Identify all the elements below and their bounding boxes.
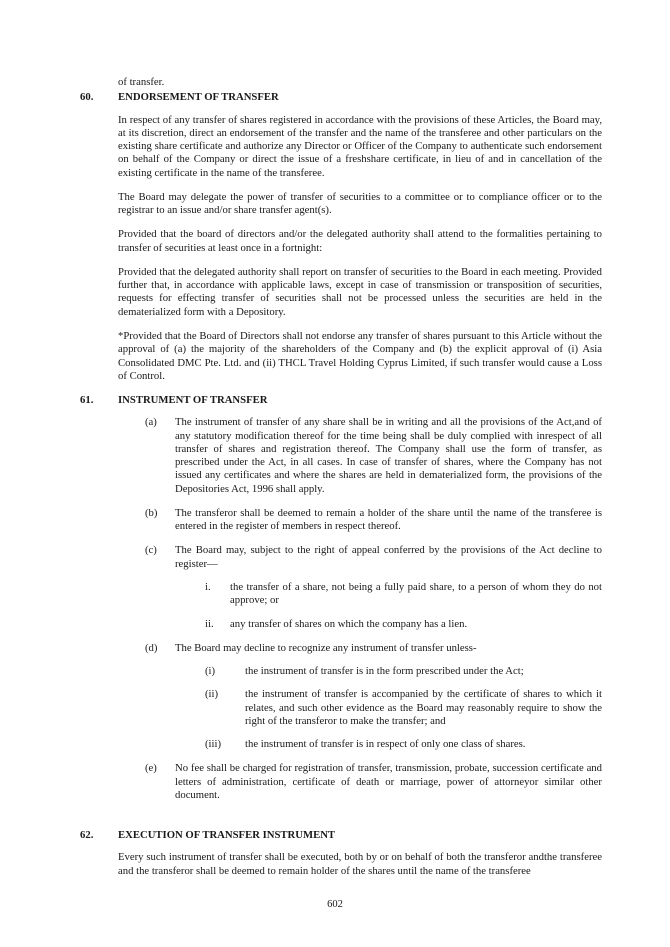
list-item-text <box>175 642 602 752</box>
sub-item-label: (i) <box>205 665 216 678</box>
section-60-heading <box>80 91 602 104</box>
section-61-title: INSTRUMENT OF TRANSFER <box>118 394 268 407</box>
list-item-d <box>145 642 602 752</box>
list-item-intro: The Board may, subject to the right of appeal conferred by the provisions of the Act decline to register— <box>175 544 602 570</box>
list-item-intro: The Board may decline to recognize any instrument of transfer unless- <box>175 641 477 654</box>
list-item-text: The instrument of transfer of any share shall be in writing and all the provisions of the Act,and of any statutory modification thereof for the time being shall be duly complied with inrespect of all transfer of shares and registration thereof. The Company shall use the form of transfer, as prescribed under the Act, in all cases. In case of transfer of shares, where the Company has not issued any certificates and where the shares are held in dematerialized form, the provisions of the Depositories Act, 1996 shall apply. <box>175 416 602 495</box>
sub-item-text: any transfer of shares on which the company has a lien. <box>230 617 468 630</box>
list-item-c <box>145 544 602 630</box>
list-item-label: (d) <box>145 641 158 654</box>
sub-item-label: i. <box>205 580 211 593</box>
sub-item-label: (ii) <box>205 688 219 701</box>
list-item-a <box>145 416 602 496</box>
section-61-heading <box>80 394 602 407</box>
sub-item-i <box>205 665 602 678</box>
section-62-title: EXECUTION OF TRANSFER INSTRUMENT <box>118 829 336 842</box>
sub-item-label: (iii) <box>205 738 222 751</box>
section-60-paragraph-4: Provided that the delegated authority shall report on transfer of securities to the Board in each meeting. Provided further that, in accordance with applicable laws, except in case of transmission or transposition of securities, requests for effecting transfer of securities shall not be processed unless the securities are held in the dematerialized form with a Depository. <box>118 265 602 318</box>
section-61-number: 61. <box>80 394 94 407</box>
list-item-text <box>175 544 602 630</box>
sub-item-text: the instrument of transfer is in respect of only one class of shares. <box>245 738 526 751</box>
list-item-label: (e) <box>145 762 157 775</box>
section-60-paragraph-5: *Provided that the Board of Directors shall not endorse any transfer of shares pursuant to this Article without the approval of (a) the majority of the shareholders of the Company and (b) the explicit approval of (i) Asia Consolidated DMC Pte. Ltd. and (ii) THCL Travel Holding Cyprus Limited, if such transfer would cause a Loss of Control. <box>118 329 602 382</box>
section-62-heading <box>80 829 602 842</box>
list-item-label: (b) <box>145 506 158 519</box>
section-60-paragraph-3: Provided that the board of directors and/or the delegated authority shall attend to the formalities pertaining to transfer of securities at least once in a fortnight: <box>118 228 602 254</box>
sub-item-label: ii. <box>205 617 214 630</box>
section-62-paragraph-1: Every such instrument of transfer shall be executed, both by or on behalf of both the transferor andthe transferee and the transferor shall be deemed to remain holder of the shares until the name of the transferee <box>118 851 602 877</box>
sub-item-text: the instrument of transfer is accompanied by the certificate of shares to which it relates, and such other evidence as the Board may reasonably require to show the right of the transferor to make the transfer; and <box>245 688 602 727</box>
sub-item-ii <box>205 688 602 728</box>
page-number: 602 <box>327 898 343 910</box>
sub-item-i <box>205 581 602 608</box>
section-60-title: ENDORSEMENT OF TRANSFER <box>118 91 279 104</box>
sub-item-iii <box>205 738 602 751</box>
list-item-text: The transferor shall be deemed to remain a holder of the share until the name of the transferee is entered in the register of members in respect thereof. <box>175 506 602 533</box>
list-item-label: (c) <box>145 544 157 557</box>
document-page <box>80 76 602 889</box>
section-60-paragraph-1: In respect of any transfer of shares registered in accordance with the provisions of these Articles, the Board may, at its discretion, direct an endorsement of the transfer and the name of the transferee and other particulars on the existing share certificate and authorize any Director or Officer of the Company to authenticate such endorsement on behalf of the Company or direct the issue of a freshshare certificate, in lieu of and in cancellation of the existing certificate in the name of the transferee. <box>118 113 602 179</box>
section-60-paragraph-2: The Board may delegate the power of transfer of securities to a committee or to compliance officer or to the registrar to an issue and/or share transfer agent(s). <box>118 190 602 217</box>
leading-text: of transfer. <box>118 76 165 88</box>
list-item-label: (a) <box>145 416 157 429</box>
sub-item-text: the transfer of a share, not being a fully paid share, to a person of whom they do not approve; or <box>230 580 602 607</box>
sub-item-text: the instrument of transfer is in the form prescribed under the Act; <box>245 665 524 678</box>
list-item-b <box>145 507 602 534</box>
list-item-text: No fee shall be charged for registration of transfer, transmission, probate, succession certificate and letters of administration, certificate of death or marriage, power of attorneyor similar other document. <box>175 762 602 801</box>
section-60-number: 60. <box>80 91 94 104</box>
sub-item-ii <box>205 618 602 631</box>
section-62-number: 62. <box>80 829 94 842</box>
list-item-e <box>145 762 602 802</box>
